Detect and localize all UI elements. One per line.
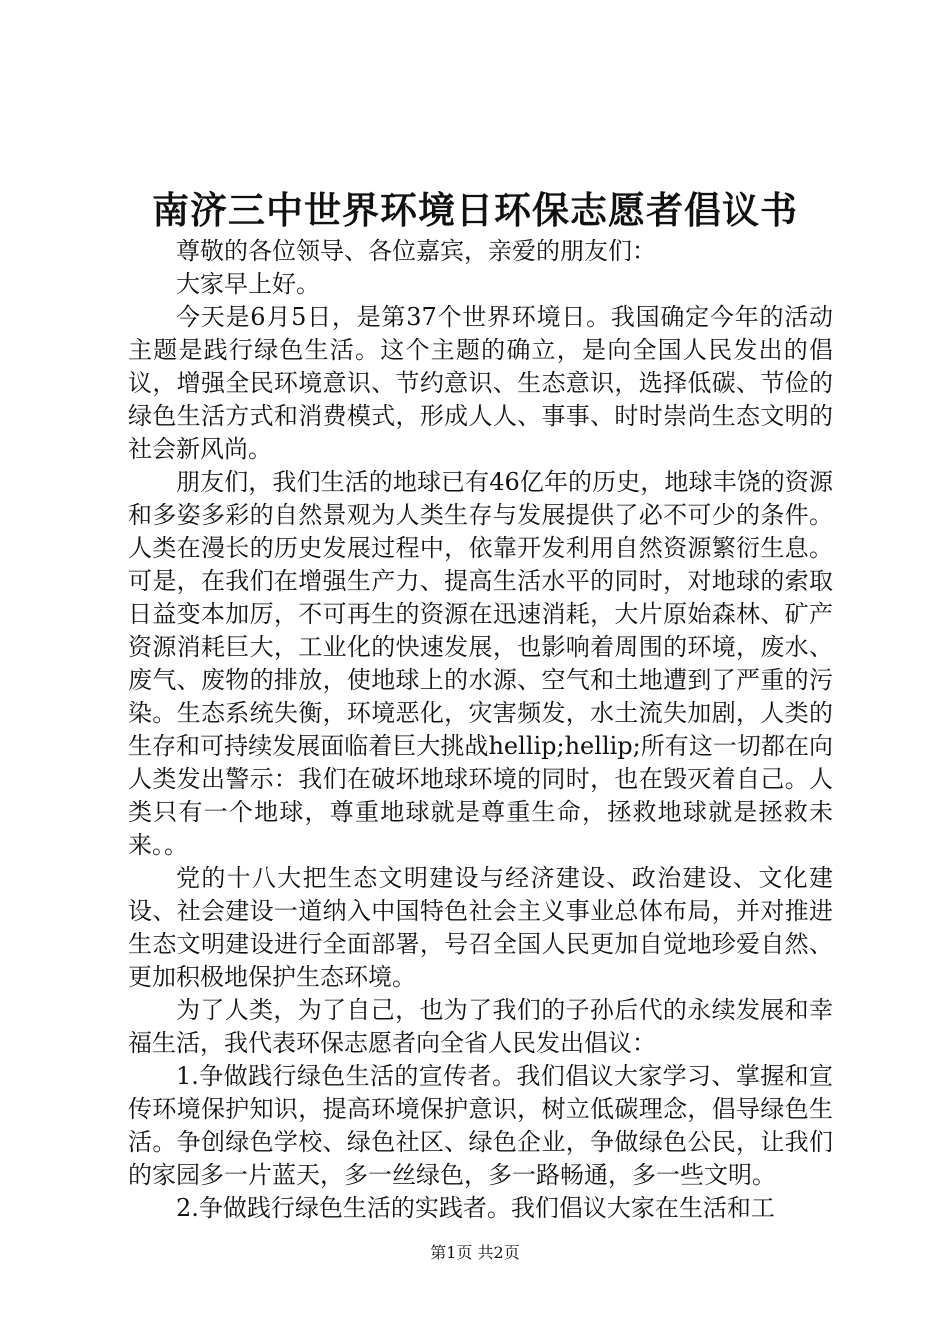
paragraph-party-congress: 党的十八大把生态文明建设与经济建设、政治建设、文化建设、社会建设一道纳入中国特色社会主义事业总体布局，并对推进生态文明建设进行全面部署，号召全国人民更加自觉地珍爱自然、更加积极地保护生态环境。 (128, 864, 833, 991)
document-body (128, 235, 833, 1225)
paragraph-proposal-1: 1.争做践行绿色生活的宣传者。我们倡议大家学习、掌握和宣传环境保护知识，提高环境保护意识，树立低碳理念，倡导绿色生活。争创绿色学校、绿色社区、绿色企业，争做绿色公民，让我们的家园多一片蓝天，多一丝绿色，多一路畅通，多一些文明。 (128, 1062, 833, 1189)
paragraph-greeting: 大家早上好。 (176, 270, 320, 298)
paragraph-environment-day: 今天是6月5日，是第37个世界环境日。我国确定今年的活动主题是践行绿色生活。这个主题的确立，是向全国人民发出的倡议，增强全民环境意识、节约意识、生态意识，选择低碳、节俭的绿色生活方式和消费模式，形成人人、事事、时时崇尚生态文明的社会新风尚。 (128, 303, 833, 463)
paragraph-proposal-intro: 为了人类，为了自己，也为了我们的子孙后代的永续发展和幸福生活，我代表环保志愿者向全省人民发出倡议： (128, 996, 833, 1057)
paragraph-salutation: 尊敬的各位领导、各位嘉宾，亲爱的朋友们： (176, 237, 656, 265)
document-title: 南济三中世界环境日环保志愿者倡议书 (152, 188, 798, 232)
paragraph-earth-history: 朋友们，我们生活的地球已有46亿年的历史，地球丰饶的资源和多姿多彩的自然景观为人类生存与发展提供了必不可少的条件。人类在漫长的历史发展过程中，依靠开发利用自然资源繁衍生息。可是，在我们在增强生产力、提高生活水平的同时，对地球的索取日益变本加厉，不可再生的资源在迅速消耗，大片原始森林、矿产资源消耗巨大，工业化的快速发展，也影响着周围的环境，废水、废气、废物的排放，使地球上的水源、空气和土地遭到了严重的污染。生态系统失衡，环境恶化，灾害频发，水土流失加剧，人类的生存和可持续发展面临着巨大挑战hellip;hellip;所有这一切都在向人类发出警示：我们在破坏地球环境的同时，也在毁灭着自己。人类只有一个地球，尊重地球就是尊重生命，拯救地球就是拯救未来。。 (128, 468, 833, 859)
page-number-footer: 第1页 共2页 (430, 1243, 520, 1262)
paragraph-proposal-2: 2.争做践行绿色生活的实践者。我们倡议大家在生活和工 (176, 1194, 775, 1222)
